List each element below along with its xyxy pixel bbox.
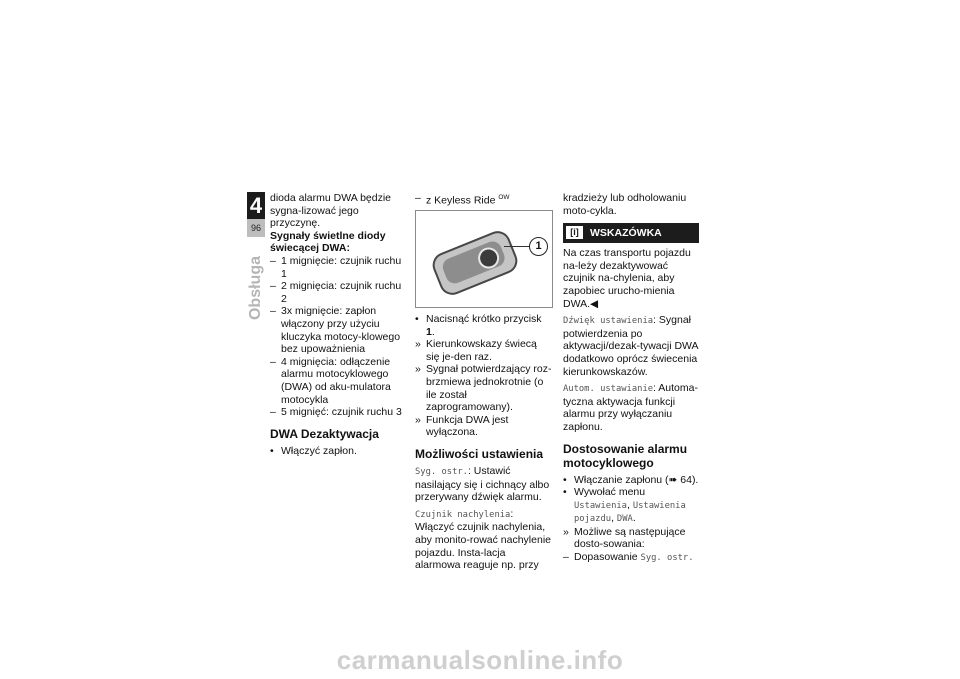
list-item: » Sygnał potwierdzający roz-brzmiewa jednokrotnie (o ile został zaprogramowany). [415, 363, 552, 414]
watermark: carmanualsonline.info [336, 645, 624, 675]
signals-list [270, 255, 406, 419]
callout-number: 1 [529, 237, 548, 256]
list-item: – 2 mignięcia: czujnik ruchu 2 [270, 280, 402, 305]
hint-icon: [i] [566, 226, 583, 239]
side-section-title-text: Obsługa [247, 255, 264, 321]
deactivation-heading: DWA Dezaktywacja [270, 426, 379, 441]
options-list-continued [563, 314, 699, 433]
list-item: » Kierunkowskazy świecą się je-den raz. [415, 338, 537, 363]
key-fob-illustration [429, 227, 522, 299]
list-item: • Nacisnąć krótko przycisk 1. [415, 313, 542, 338]
options-list [415, 465, 553, 572]
column-1 [270, 192, 406, 457]
options-heading: Możliwości ustawienia [415, 447, 544, 462]
hint-text: Na czas transportu pojazdu na-leży dezaktywować czujnik na-chylenia, aby zapobiec urucho-mienia DWA.◀ [563, 247, 691, 310]
list-item: • Wywołać menu Ustawienia, Ustawienia pojazdu, DWA. [563, 486, 686, 525]
hint-label: WSKAZÓWKA [590, 227, 662, 240]
brand-logo-icon [475, 244, 502, 271]
option-paragraph: Autom. ustawianie: Automa-tyczna aktywacja funkcji alarmu przy wyłączaniu zapłonu. [563, 382, 698, 433]
list-item: – 3x mignięcie: zapłon włączony przy użyciu kluczyka motocy-klowego bez upoważnienia [270, 305, 401, 356]
key-fob-figure [415, 210, 553, 308]
list-item: – 4 mignięcia: odłączenie alarmu motocyklowego (DWA) od aku-mulatora motocykla [270, 355, 391, 406]
option-paragraph: Syg. ostr.: Ustawić nasilający się i cichnący albo przerywany dźwięk alarmu. [415, 465, 550, 504]
list-item: • Włączanie zapłonu (➠ 64). [563, 473, 699, 486]
option-paragraph: Czujnik nachylenia: Włączyć czujnik nachylenia, aby monito-rować nachylenie pojazdu. Insta-lacja alarmowa reaguje np. przy [415, 507, 551, 572]
deactivation-steps [415, 313, 553, 439]
option-paragraph: Dźwięk ustawienia: Sygnał potwierdzenia po aktywacji/dezak-tywacji DWA dodatkowo oprócz świecenia kierunkowskazów. [563, 314, 698, 378]
continued-text: kradzieży lub odholowaniu moto-cykla. [563, 192, 687, 217]
list-item: – 1 mignięcie: czujnik ruchu 1 [270, 254, 402, 280]
side-section-title [247, 243, 265, 333]
adjust-steps [563, 474, 699, 565]
chapter-number: 4 [249, 193, 263, 218]
list-item: – Dopasowanie Syg. ostr. [563, 551, 694, 564]
column-3 [563, 192, 699, 565]
intro-text: dioda alarmu DWA będzie sygna-lizować jego przyczynę. [270, 192, 392, 230]
keyless-ride-item: – z Keyless Ride $^{OW}$ [415, 192, 510, 207]
signals-heading: Sygnały świetlne diody świecącej DWA: [270, 229, 386, 255]
list-item: • Włączyć zapłon. [270, 444, 357, 457]
list-item: » Możliwe są następujące dosto-sowania: [563, 525, 686, 551]
chapter-tab [247, 192, 265, 237]
list-item: » Funkcja DWA jest wyłączona. [415, 413, 509, 439]
list-item: – 5 mignięć: czujnik ruchu 3 [270, 406, 402, 419]
adjust-heading: Dostosowanie alarmu motocyklowego [563, 441, 688, 470]
column-2 [415, 192, 553, 572]
hint-box [563, 223, 699, 243]
page-number: 96 [247, 219, 265, 237]
